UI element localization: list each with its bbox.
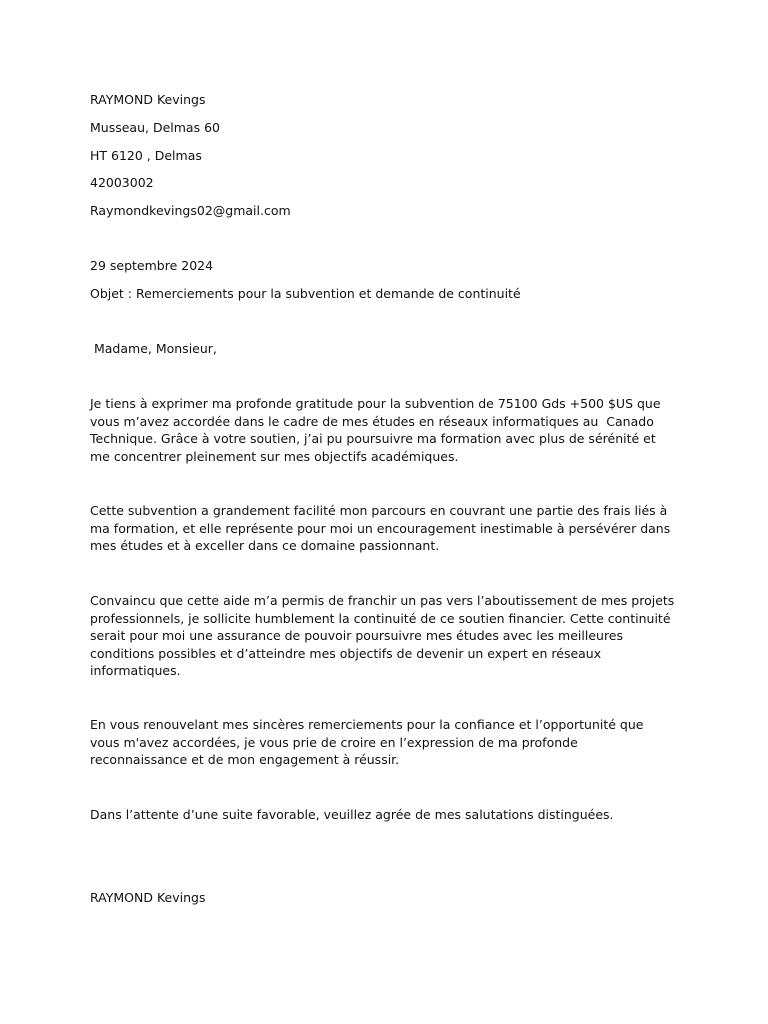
paragraph-line: me concentrer pleinement sur mes objectifs académiques.: [90, 448, 459, 464]
paragraph-line: Cette subvention a grandement facilité mon parcours en couvrant une partie des frais liés à: [90, 503, 668, 518]
paragraph-line: professionnels, je sollicite humblement la continuité de ce soutien financier. Cette continuité: [90, 610, 671, 626]
paragraph-line: Convaincu que cette aide m’a permis de franchir un pas vers l’aboutissement de mes projets: [90, 593, 675, 608]
paragraph-line: mes études et à exceller dans ce domaine passionnant.: [90, 538, 440, 553]
letter-date: 29 septembre 2024: [90, 258, 214, 273]
sender-phone: 42003002: [90, 175, 154, 190]
body-paragraph-4: [90, 716, 690, 769]
sender-name: RAYMOND Kevings: [90, 92, 206, 107]
paragraph-line: vous m'avez accordées, je vous prie de croire en l’expression de ma profonde: [90, 734, 578, 750]
sender-address-line1: Musseau, Delmas 60: [90, 120, 220, 135]
paragraph-line: En vous renouvelant mes sincères remerciements pour la confiance et l’opportunité que: [90, 717, 644, 732]
letter-closing: Dans l’attente d’une suite favorable, veuillez agrée de mes salutations distinguées.: [90, 807, 614, 822]
sender-email: Raymondkevings02@gmail.com: [90, 203, 291, 218]
sender-address-line2: HT 6120 , Delmas: [90, 148, 202, 163]
paragraph-line: informatiques.: [90, 663, 181, 678]
paragraph-line: conditions possibles et d’atteindre mes objectifs de devenir un expert en réseaux: [90, 645, 602, 661]
paragraph-line: serait pour moi une assurance de pouvoir poursuivre mes études avec les meilleures: [90, 628, 624, 643]
paragraph-line: reconnaissance et de mon engagement à réussir.: [90, 752, 400, 767]
body-paragraph-2: [90, 502, 690, 555]
paragraph-line: Technique. Grâce à votre soutien, j’ai pu poursuivre ma formation avec plus de sérénité et: [90, 431, 656, 446]
signature-name: RAYMOND Kevings: [90, 890, 206, 905]
paragraph-line: ma formation, et elle représente pour moi un encouragement inestimable à persévérer dans: [90, 520, 671, 536]
paragraph-line: Je tiens à exprimer ma profonde gratitude pour la subvention de 75100 Gds +500 $US que: [90, 396, 661, 411]
paragraph-line: vous m’avez accordée dans le cadre de mes études en réseaux informatiques au Canado: [90, 413, 654, 429]
body-paragraph-1: [90, 395, 690, 465]
body-paragraph-3: [90, 592, 690, 680]
letter-salutation: Madame, Monsieur,: [90, 341, 217, 356]
letter-subject: Objet : Remerciements pour la subvention et demande de continuité: [90, 286, 521, 301]
